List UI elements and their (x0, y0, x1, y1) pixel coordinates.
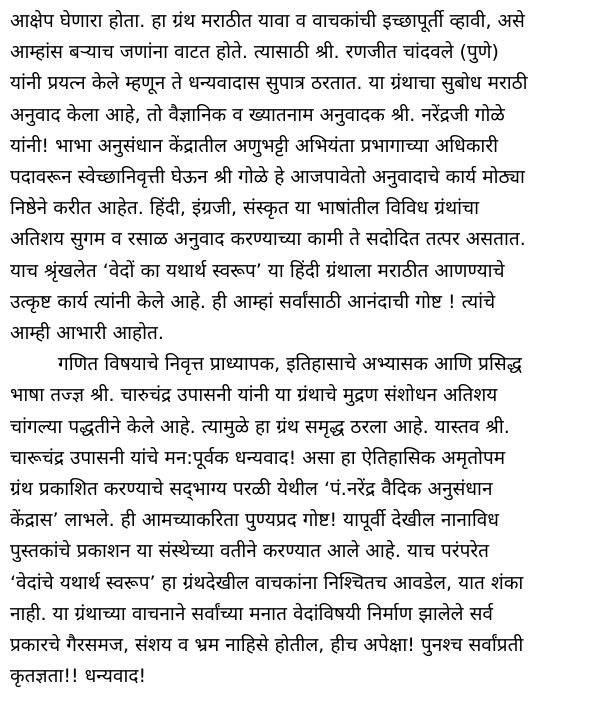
text-line-indented: गणित विषयाचे निवृत्त प्राध्यापक, इतिहासाचे अभ्यासक आणि प्रसिद्ध (58, 353, 522, 376)
text-line: आम्ही आभारी आहोत. (10, 322, 164, 345)
text-line: यांनी! भाभा अनुसंधान केंद्रातील अणुभट्टी अभियंता प्रभागाच्या अधिकारी (10, 134, 499, 157)
paragraph-2 (10, 349, 590, 692)
text-line: यांनी प्रयत्न केले म्हणून ते धन्यवादास सुपात्र ठरतात. या ग्रंथाचा सुबोध मराठी (10, 72, 528, 95)
text-line: कृतज्ञता!! धन्यवाद! (10, 665, 147, 688)
text-line: अतिशय सुगम व रसाळ अनुवाद करण्याच्या कामी ते सदोदित तत्पर असतात. (10, 228, 526, 251)
text-line: चांगल्या पद्धतीने केले आहे. त्यामुळे हा ग्रंथ समृद्ध ठरला आहे. यास्तव श्री. (10, 415, 510, 438)
text-line: पुस्तकांचे प्रकाशन या संस्थेच्या वतीने करण्यात आले आहे. याच परंपरेत (10, 540, 489, 563)
text-line: उत्कृष्ट कार्य त्यांनी केले आहे. ही आम्हां सर्वांसाठी आनंदाची गोष्ट ! त्यांचे (10, 290, 496, 313)
text-line: अनुवाद केला आहे, तो वैज्ञानिक व ख्यातनाम अनुवादक श्री. नरेंद्रजी गोळे (10, 103, 505, 126)
text-line: आम्हांस बऱ्याच जणांना वाटत होते. त्यासाठी श्री. रणजीत चांदवले (पुणे) (10, 41, 499, 64)
text-line: पदावरून स्वेच्छानिवृत्ती घेऊन श्री गोळे हे आजपावेतो अनुवादाचे कार्य मोठ्या (10, 166, 525, 189)
text-line: ग्रंथ प्रकाशित करण्याचे सद्‌भाग्य परळी येथील ‘पं.नरेंद्र वैदिक अनुसंधान (10, 478, 493, 501)
text-line: याच श्रृंखलेत ‘वेदों का यथार्थ स्वरूप’ या हिंदी ग्रंथाला मराठीत आणण्याचे (10, 259, 505, 282)
text-line: प्रकारचे गैरसमज, संशय व भ्रम नाहिसे होतील, हीच अपेक्षा! पुनश्च सर्वांप्रती (10, 634, 524, 657)
text-line: ‘वेदांचे यथार्थ स्वरूप’ हा ग्रंथदेखील वाचकांना निश्चितच आवडेल, यात शंका (10, 571, 524, 594)
text-line: नाही. या ग्रंथाच्या वाचनाने सर्वांच्या मनात वेदांविषयी निर्माण झालेले सर्व (10, 602, 493, 625)
text-line: भाषा तज्ज्ञ श्री. चारुचंद्र उपासनी यांनी या ग्रंथाचे मुद्रण संशोधन अतिशय (10, 384, 498, 407)
paragraph-1 (10, 6, 590, 349)
text-line: निष्ठेने करीत आहेत. हिंदी, इंग्रजी, संस्कृत या भाषांतील विविध ग्रंथांचा (10, 197, 480, 220)
text-line: आक्षेप घेणारा होता. हा ग्रंथ मराठीत यावा व वाचकांची इच्छापूर्ती व्हावी, असे (10, 10, 525, 32)
text-line: चारूचंद्र उपासनी यांचे मन:पूर्वक धन्यवाद! असा हा ऐतिहासिक अमृतोपम (10, 446, 506, 469)
text-line: केंद्रास’ लाभले. ही आमच्याकरिता पुण्यप्रद गोष्ट! यापूर्वी देखील नानाविध (10, 509, 499, 532)
